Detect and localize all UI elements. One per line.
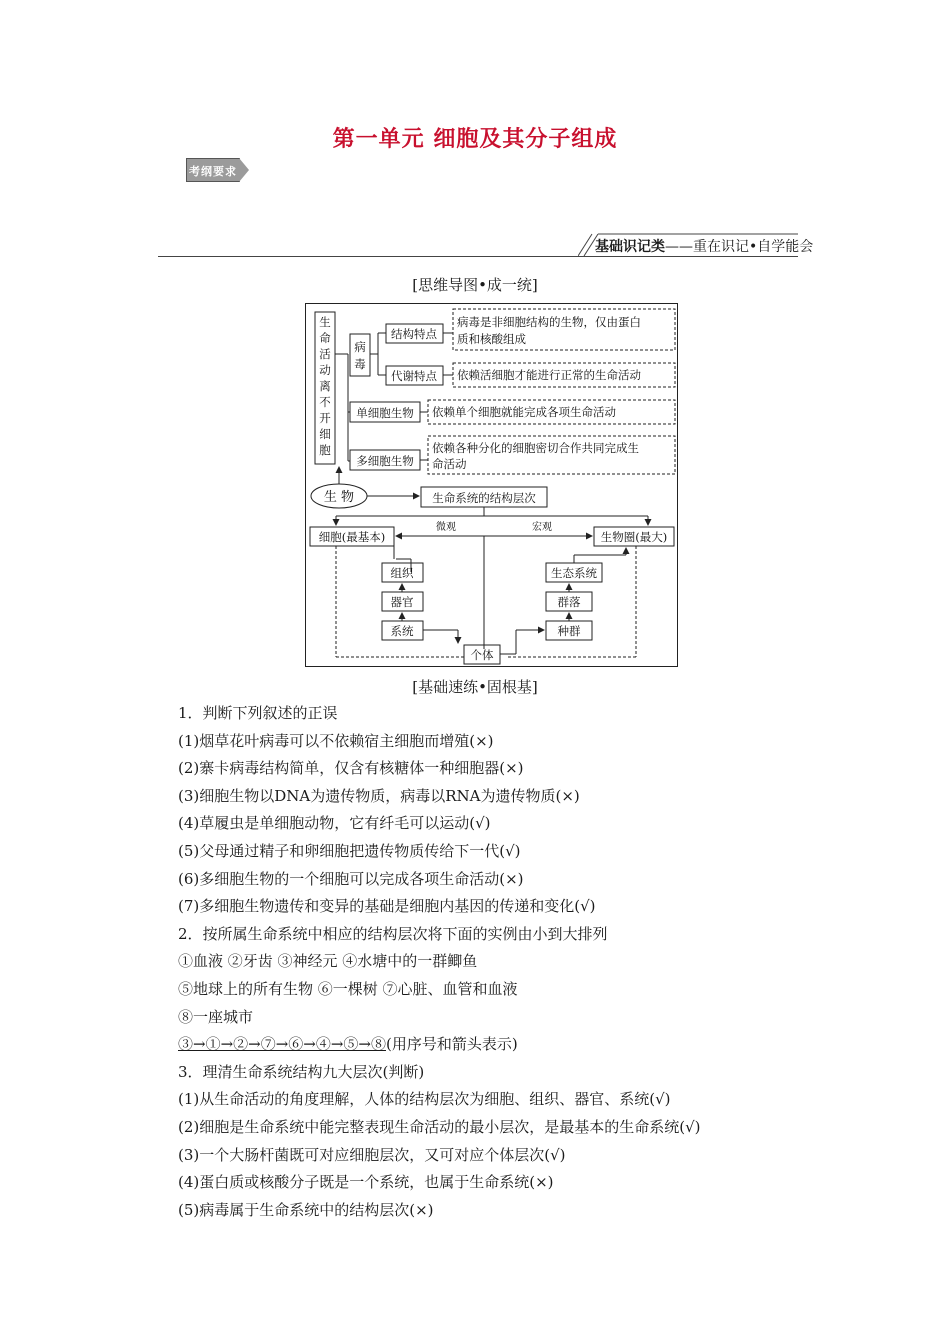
text-line: (1)从生命活动的角度理解，人体的结构层次为细胞、组织、器官、系统(√)	[178, 1090, 671, 1109]
section-divider	[158, 256, 798, 257]
text-line: (6)多细胞生物的一个细胞可以完成各项生命活动(×)	[178, 869, 524, 888]
structure-label: 结构特点	[391, 327, 437, 341]
organism-label: 生 物	[323, 490, 355, 505]
text-line: (7)多细胞生物遗传和变异的基础是细胞内基因的传递和变化(√)	[178, 897, 596, 916]
text-line: (5)病毒属于生命系统中的结构层次(×)	[178, 1200, 434, 1219]
vlabel-3: 动	[319, 363, 331, 377]
text-line: (4)草履虫是单细胞动物，它有纤毛可以运动(√)	[178, 814, 491, 833]
text-line: ①血液 ②牙齿 ③神经元 ④水塘中的一群鲫鱼	[178, 952, 478, 971]
question-block-1	[178, 700, 701, 1224]
text-line: (2)细胞是生命系统中能完整表现生命活动的最小层次，是最基本的生命系统(√)	[178, 1117, 701, 1136]
virus-label-1: 毒	[354, 357, 366, 371]
tag-label: 考纲要求	[189, 165, 237, 178]
levels-label: 生命系统的结构层次	[432, 491, 536, 505]
biosphere-label: 生物圈(最大)	[600, 530, 668, 544]
text-line: (3)细胞生物以DNA为遗传物质，病毒以RNA为遗传物质(×)	[178, 786, 580, 805]
section-main: 基础识记类	[595, 239, 665, 255]
text-line: (4)蛋白质或核酸分子既是一个系统，也属于生命系统(×)	[178, 1173, 554, 1192]
text-line: 1．判断下列叙述的正误	[178, 704, 338, 722]
organ-label: 器官	[390, 595, 414, 609]
micro-label: 微观	[436, 522, 456, 533]
answer-note: (用序号和箭头表示)	[385, 1035, 518, 1054]
section-header	[595, 236, 813, 256]
vlabel-8: 胞	[319, 443, 331, 457]
text-line: (1)烟草花叶病毒可以不依赖宿主细胞而增殖(×)	[178, 731, 494, 750]
virus-label-0: 病	[354, 340, 366, 354]
vlabel-4: 离	[319, 379, 331, 393]
exam-requirement-tag	[186, 158, 252, 186]
multicell-text-1: 依赖各种分化的细胞密切合作共同完成生	[432, 441, 639, 455]
system-label: 系统	[390, 624, 414, 638]
text-line: ⑤地球上的所有生物 ⑥一棵树 ⑦心脏、血管和血液	[178, 979, 518, 998]
text-line: ⑧一座城市	[178, 1007, 254, 1026]
multicell-label: 多细胞生物	[356, 454, 414, 468]
community-label: 群落	[557, 595, 581, 609]
vlabel-6: 开	[319, 411, 331, 425]
text-line: 2．按所属生命系统中相应的结构层次将下面的实例由小到大排列	[178, 924, 608, 943]
structure-text-1: 病毒是非细胞结构的生物，仅由蛋白	[457, 315, 641, 329]
vlabel-5: 不	[319, 395, 331, 409]
macro-label: 宏观	[532, 522, 552, 533]
metabolism-text: 依赖活细胞才能进行正常的生命活动	[457, 368, 641, 382]
individual-label: 个体	[470, 648, 494, 662]
practice-heading: [基础速练•固根基]	[412, 678, 538, 696]
vlabel-0: 生	[319, 315, 331, 329]
unicell-label: 单细胞生物	[356, 406, 414, 420]
mindmap-heading: [思维导图•成一统]	[412, 276, 538, 294]
answer-underlined: ③→①→②→⑦→⑥→④→⑤→⑧	[178, 1035, 386, 1054]
answer-line	[178, 1031, 701, 1059]
multicell-text-2: 命活动	[432, 457, 467, 471]
unicell-text: 依赖单个细胞就能完成各项生命活动	[432, 405, 616, 419]
mind-map-diagram	[305, 303, 678, 667]
text-line: (2)寨卡病毒结构简单，仅含有核糖体一种细胞器(×)	[178, 759, 524, 778]
text-line: (3)一个大肠杆菌既可对应细胞层次，又可对应个体层次(√)	[178, 1145, 566, 1164]
cell-label: 细胞(最基本)	[318, 530, 386, 544]
page-title: 第一单元 细胞及其分子组成	[332, 126, 618, 152]
tissue-label: 组织	[390, 566, 414, 580]
text-line: (5)父母通过精子和卵细胞把遗传物质传给下一代(√)	[178, 841, 521, 860]
population-label: 种群	[557, 624, 581, 638]
text-line: 3．理清生命系统结构九大层次(判断)	[178, 1062, 425, 1081]
section-sub: ——重在识记•自学能会	[665, 239, 814, 255]
vlabel-2: 活	[319, 347, 331, 361]
metabolism-label: 代谢特点	[391, 369, 437, 383]
ecosystem-label: 生态系统	[551, 566, 597, 580]
vlabel-1: 命	[319, 331, 331, 345]
structure-text-2: 质和核酸组成	[457, 332, 526, 346]
vlabel-7: 细	[319, 427, 331, 441]
